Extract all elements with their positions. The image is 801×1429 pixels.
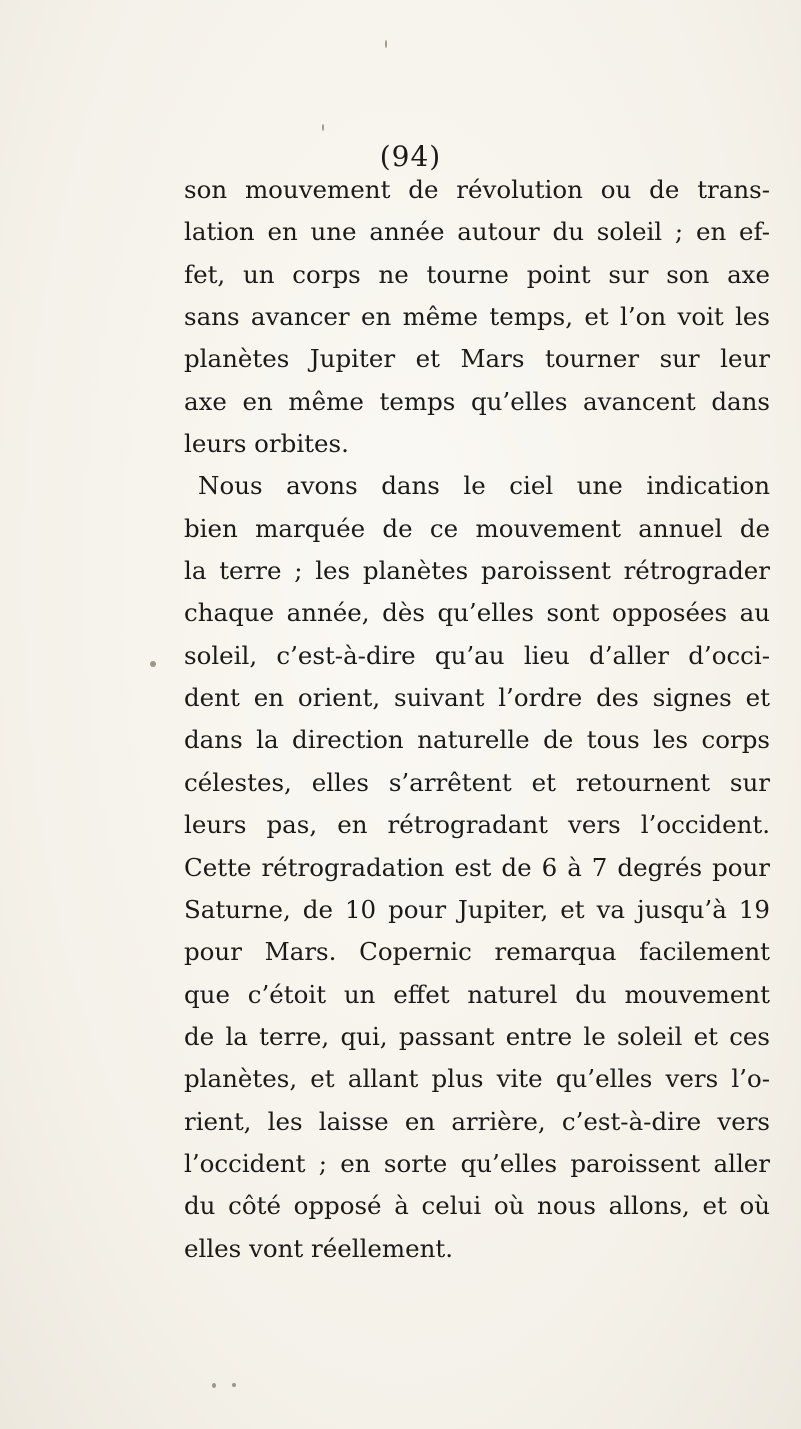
text-line: célestes, elles s’arrêtent et retournent sur [184,767,770,797]
text-line: dans la direction naturelle de tous les corps [184,725,770,755]
text-line: sans avancer en même temps, et l’on voit les [184,302,770,332]
paper-speck [232,1383,236,1387]
text-line: pour Mars. Copernic remarqua facilement [184,937,770,967]
text-line: chaque année, dès qu’elles sont opposées au [184,598,770,628]
text-line: rient, les laisse en arrière, c’est-à-dire vers [184,1106,770,1136]
text-line: lation en une année autour du soleil ; en ef- [184,217,770,247]
text-line: soleil, c’est-à-dire qu’au lieu d’aller d’occi- [184,640,770,670]
text-line: son mouvement de révolution ou de trans- [184,175,770,204]
text-line: du côté opposé à celui où nous allons, et où [184,1191,770,1221]
text-line: dent en orient, suivant l’ordre des signes et [184,683,770,713]
text-line: Cette rétrogradation est de 6 à 7 degrés pour [184,852,770,882]
text-line: planètes Jupiter et Mars tourner sur leur [184,344,770,374]
text-line: axe en même temps qu’elles avancent dans [184,386,770,416]
paper-speck [150,661,156,667]
text-line: bien marquée de ce mouvement annuel de [184,513,770,543]
text-line: leurs pas, en rétrogradant vers l’occident. [184,810,770,840]
paper-speck [385,40,387,48]
text-line: planètes, et allant plus vite qu’elles vers l’o- [184,1064,770,1094]
text-line: que c’étoit un effet naturel du mouvement [184,979,770,1009]
page-number: (94) [379,140,442,173]
text-line: la terre ; les planètes paroissent rétrograder [184,556,770,586]
text-line: elles vont réellement. [184,1233,454,1263]
text-line: de la terre, qui, passant entre le soleil et ces [184,1021,770,1051]
text-line: Saturne, de 10 pour Jupiter, et va jusqu’à 19 [184,894,770,924]
paper-speck [212,1383,216,1388]
paper-speck [322,124,324,131]
text-line: l’occident ; en sorte qu’elles paroissent aller [184,1148,770,1178]
text-line: leurs orbites. [184,429,349,459]
body-text [184,169,770,1270]
text-line: fet, un corps ne tourne point sur son axe [184,259,770,289]
text-line: Nous avons dans le ciel une indication [198,471,770,501]
